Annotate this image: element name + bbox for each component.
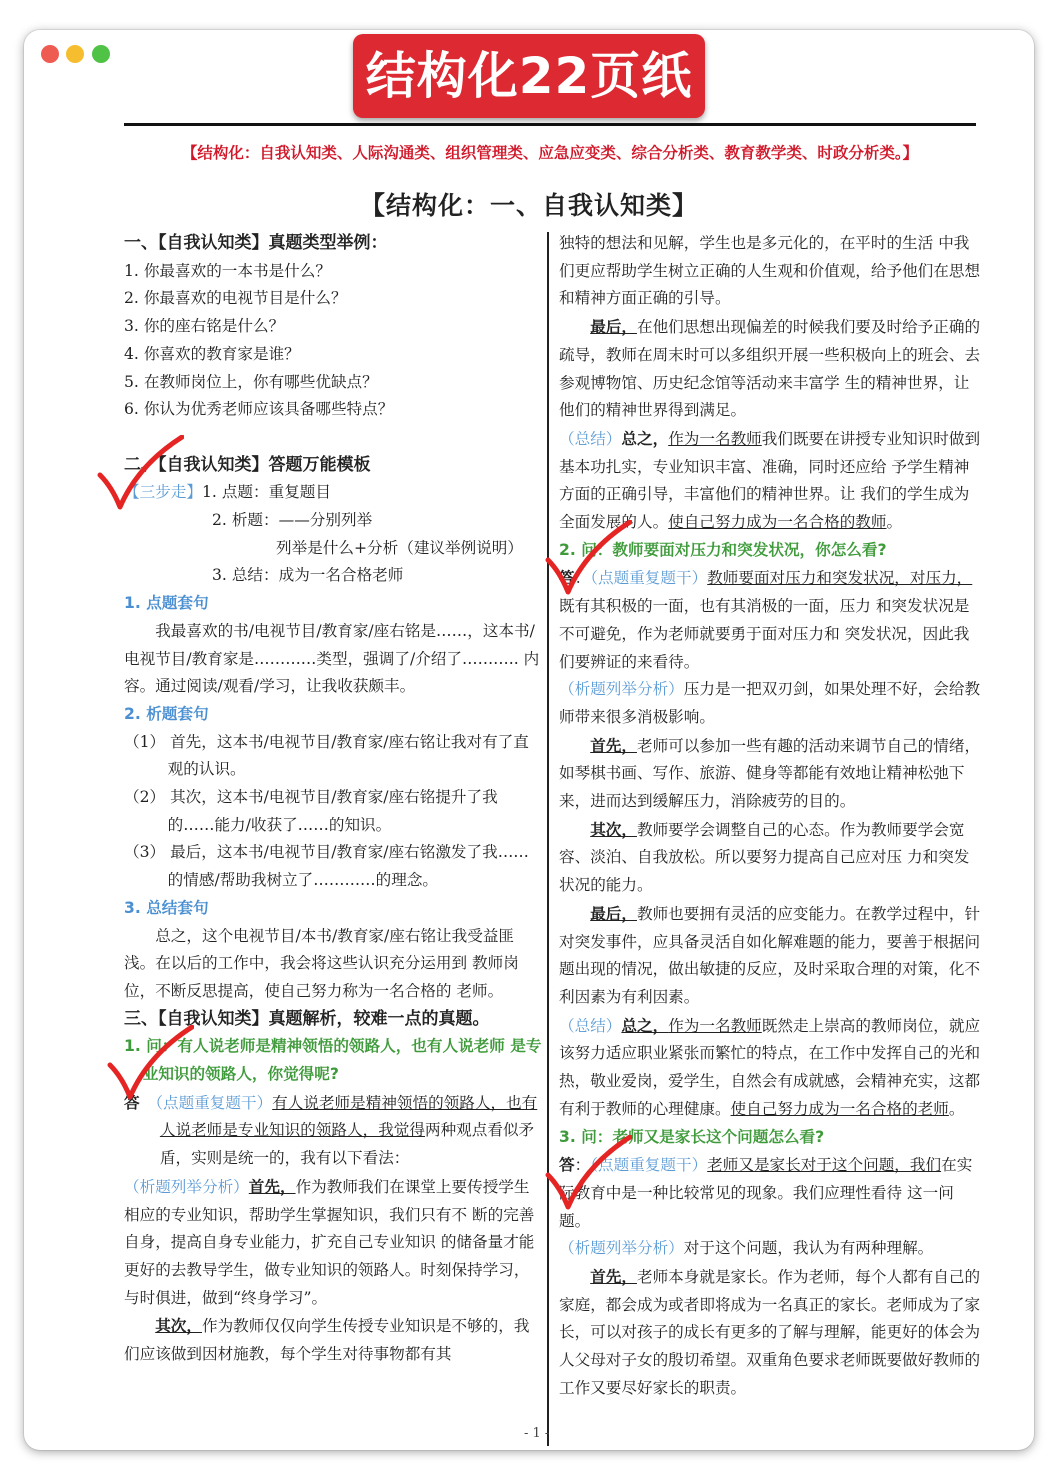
step-2: 2. 析题：——分别列举	[212, 511, 373, 530]
document-window	[24, 30, 1034, 1450]
right-column	[559, 230, 984, 1403]
answer-3-first: 首先，老师本身就是家长。作为老师，每个人都有自己的家庭，都会成为或者即将成为一名真正的家长。老师成为了家长，可以对孩子的成长有更多的了解与理解，能更好的体会为人父母对子女的殷切希望。双重角色要求老师既要做好教师的工作又要尽好家长的职责。	[559, 1267, 981, 1397]
categories-line: 【结构化：自我认知类、人际沟通类、组织管理类、应急应变类、综合分析类、教育教学类、时政分析类。】	[181, 144, 919, 162]
step-1: 【三步走】1. 点题：重复题目	[124, 483, 331, 502]
answer-2-second: 其次，教师要学会调整自己的心态。作为教师要学会宽容、淡泊、自我放松。所以要努力提高自己应对压 力和突发状况的能力。	[559, 819, 970, 895]
section-title: 【结构化：一、自我认知类】	[359, 191, 698, 220]
point-template-text: 我最喜欢的书/电视节目/教育家/座右铭是……，这本书/电视节目/教育家是…………类型，强调了/介绍了……….. 内容。通过阅读/观看/学习，让我收获颇丰。	[124, 621, 540, 696]
question-3: 3. 问：老师又是家长这个问题怎么看?	[559, 1127, 825, 1146]
analysis-item: （2） 其次，这本书/电视节目/教育家/座右铭提升了我的……能力/收获了……的知识。	[124, 788, 498, 834]
subheading-point: 1. 点题套句	[124, 594, 209, 613]
answer-1-second: 其次，作为教师仅仅向学生传授专业知识是不够的，我们应该做到因材施教，每个学生对待事物都有其	[124, 1316, 530, 1364]
answer-3-analysis: （析题列举分析）对于这个问题，我认为有两种理解。	[559, 1239, 934, 1258]
heading-template: 二、【自我认知类】答题万能模板	[124, 454, 371, 475]
steps-tag: 【三步走】	[124, 483, 202, 502]
subheading-summary: 3. 总结套句	[124, 898, 209, 917]
answer-1-intro: 答 （点题重复题干）有人说老师是精神领悟的领路人，也有人说老师是专业知识的领路人，我觉得两种观点看似矛盾，实则是统一的，我有以下看法：	[124, 1092, 538, 1168]
question-item: 3. 你的座右铭是什么？	[124, 317, 285, 336]
answer-2-summary: （总结）总之，作为一名教师既然走上崇高的教师岗位，就应该努力适应职业紧张而繁忙的特点，在工作中发挥自己的光和热，敬业爱岗，爱学生，自然会有成就感，会精神充实，这都有利于教师的心理健康。使自己努力成为一名合格的老师。	[559, 1015, 981, 1118]
subheading-analysis: 2. 析题套句	[124, 704, 209, 723]
answer-2-last: 最后，教师也要拥有灵活的应变能力。在教学过程中，针对突发事件，应具备灵活自如化解难题的能力，要善于根据问题出现的情况，做出敏捷的反应，及时采取合理的对策，化不利因素为有利因素。	[559, 903, 981, 1006]
step-3: 3. 总结：成为一名合格老师	[212, 566, 404, 585]
answer-1-last: 最后，在他们思想出现偏差的时候我们要及时给予正确的疏导，教师在周末时可以多组织开展一些积极向上的班会、去参观博物馆、历史纪念馆等活动来丰富学 生的精神世界，让他们的精神世界得到满足。	[559, 317, 981, 420]
maximize-window-button[interactable]	[92, 45, 110, 63]
checkmark-icon	[94, 435, 184, 525]
page-number: - 1 -	[524, 1426, 550, 1441]
answer-1-continued: 独特的想法和见解，学生也是多元化的，在平时的生活 中我们更应帮助学生树立正确的人生观和价值观，给予他们在思想和精神方面正确的引导。	[559, 234, 981, 308]
heading-analysis: 三、【自我认知类】真题解析，较难一点的真题。	[124, 1008, 490, 1029]
step-2-detail: 列举是什么+分析（建议举例说明）	[276, 538, 523, 557]
question-item: 5. 在教师岗位上，你有哪些优缺点？	[124, 372, 378, 391]
left-column	[124, 230, 544, 1369]
checkmark-icon	[542, 520, 632, 610]
heading-examples: 一、【自我认知类】真题类型举例：	[124, 233, 388, 253]
question-1: 1. 问：有人说老师是精神领悟的领路人，也有人说老师 是专业知识的领路人，你觉得呢?	[124, 1037, 542, 1084]
close-window-button[interactable]	[41, 45, 59, 63]
answer-1-summary: （总结）总之，作为一名教师我们既要在讲授专业知识时做到基本功扎实，专业知识丰富、准确，同时还应给 予学生精神方面的正确引导，丰富他们的精神世界。让 我们的学生成为全面发展的人。使自己努力成为一名合格的教师。	[559, 428, 981, 532]
answer-2-analysis: （析题列举分析）压力是一把双刃剑，如果处理不好，会给教师带来很多消极影响。	[559, 680, 981, 726]
question-2: 2. 问：教师要面对压力和突发状况，你怎么看?	[559, 540, 887, 559]
title-banner: 结构化22页纸	[353, 34, 705, 118]
answer-2-first: 首先，老师可以参加一些有趣的活动来调节自己的情绪，如琴棋书画、写作、旅游、健身等都能有效地让精神松弛下来，进而达到缓解压力，消除疲劳的目的。	[559, 735, 981, 811]
checkmark-icon	[104, 1025, 194, 1115]
column-divider	[547, 232, 549, 1446]
question-item: 4. 你喜欢的教育家是谁？	[124, 344, 300, 363]
question-item: 6. 你认为优秀老师应该具备哪些特点？	[124, 400, 394, 419]
checkmark-icon	[542, 1135, 632, 1225]
analysis-item: （1） 首先，这本书/电视节目/教育家/座右铭让我对有了直观的认识。	[124, 732, 529, 779]
answer-1-first: （析题列举分析）首先，作为教师我们在课堂上要传授学生相应的专业知识，帮助学生掌握知识，我们只有不 断的完善自身，提高自身专业能力，扩充自己专业知识 的储备量才能更好的去教导学生，做专业知识的领路人。时刻保持学习，与时俱进，做到“终身学习”。	[124, 1176, 535, 1307]
question-item: 1. 你最喜欢的一本书是什么？	[124, 261, 331, 280]
analysis-item: （3） 最后，这本书/电视节目/教育家/座右铭激发了我……的情感/帮助我树立了…………的理念。	[124, 843, 529, 890]
summary-template-text: 总之，这个电视节目/本书/教育家/座右铭让我受益匪浅。在以后的工作中，我会将这些认识充分运用到 教师岗位，不断反思提高，使自己努力称为一名合格的 老师。	[124, 926, 519, 1000]
question-item: 2. 你最喜欢的电视节目是什么？	[124, 289, 347, 308]
answer-3-intro: 答：（点题重复题干）老师又是家长对于这个问题，我们在实际教育中是一种比较常见的现象。我们应理性看待 这一问题。	[559, 1155, 973, 1230]
header-rule	[124, 123, 976, 126]
answer-2-intro: 答：（点题重复题干）教师要面对压力和突发状况，对压力，既有其积极的一面，也有其消极的一面，压力 和突发状况是不可避免，作为老师就要勇于面对压力和 突发状况，因此我们要辨证的来看待。	[559, 568, 973, 671]
minimize-window-button[interactable]	[66, 45, 84, 63]
